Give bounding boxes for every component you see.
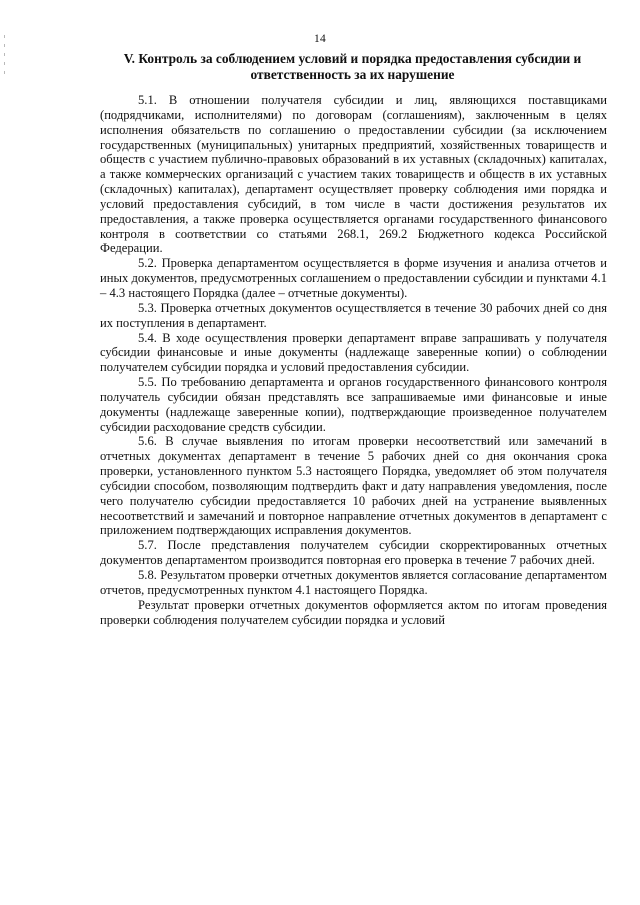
page-number: 14 (314, 33, 326, 45)
paragraph-5-3: 5.3. Проверка отчетных документов осуществляется в течение 30 рабочих дней со дня их поступления в департамент. (100, 300, 607, 330)
paragraph-result: Результат проверки отчетных документов оформляется актом по итогам проведения проверки соблюдения получателем субсидии порядка и условий (100, 597, 607, 627)
paragraph-5-6: 5.6. В случае выявления по итогам проверки несоответствий или замечаний в отчетных документах департамент в течение 5 рабочих дней со дня окончания срока проверки, установленного пунктом 5.3 настоящего Порядка, уведомляет об этом получателя субсидии способом, позволяющим подтвердить факт и дату направления уведомления, после чего получателю субсидии предоставляется 10 рабочих дней на устранение выявленных несоответствий и замечаний и повторное направление отчетных документов в департамент с приложением подтверждающих исправления документов. (100, 434, 607, 538)
paragraph-5-2: 5.2. Проверка департаментом осуществляется в форме изучения и анализа отчетов и иных документов, предусмотренных соглашением о предоставлении субсидии и пунктами 4.1 – 4.3 настоящего Порядка (далее – отчетные документы). (100, 256, 607, 300)
paragraph-5-7: 5.7. После представления получателем субсидии скорректированных отчетных документов департаментом производится повторная его проверка в течение 7 рабочих дней. (100, 538, 607, 568)
paragraph-5-1: 5.1. В отношении получателя субсидии и лиц, являющихся поставщиками (подрядчиками, исполнителями) по договорам (соглашениям), заключенным в целях исполнения обязательств по соглашению о предоставлении субсидии (за исключением государственных (муниципальных) унитарных предприятий, хозяйственных товариществ и обществ с участием публично-правовых образований в их уставных (складочных) капиталах, а также коммерческих организаций с участием таких товариществ и обществ в их уставных (складочных) капиталах), департамент осуществляет проверку соблюдения ими порядка и условий предоставления субсидий, в том числе в части достижения результатов их предоставления, а также проверка осуществляется органами государственного финансового контроля в соответствии со статьями 268.1, 269.2 Бюджетного кодекса Российской Федерации. (100, 93, 607, 256)
document-body (100, 93, 607, 627)
paragraph-5-8: 5.8. Результатом проверки отчетных документов является согласование департаментом отчетов, предусмотренных пунктом 4.1 настоящего Порядка. (100, 568, 607, 597)
section-title: V. Контроль за соблюдением условий и порядка предоставления субсидии и ответственность за их нарушение (123, 51, 582, 82)
paragraph-5-4: 5.4. В ходе осуществления проверки департамент вправе запрашивать у получателя субсидии финансовые и иные документы (надлежаще заверенные копии) о соблюдении получателем субсидии порядка и условий предоставления субсидии. (100, 330, 607, 375)
paragraph-5-5: 5.5. По требованию департамента и органов государственного финансового контроля получатель субсидии обязан представлять все запрашиваемые ими финансовые и иные документы (надлежаще заверенные копии), подтверждающие произведенное получателем субсидии расходование средств субсидии. (100, 375, 607, 434)
